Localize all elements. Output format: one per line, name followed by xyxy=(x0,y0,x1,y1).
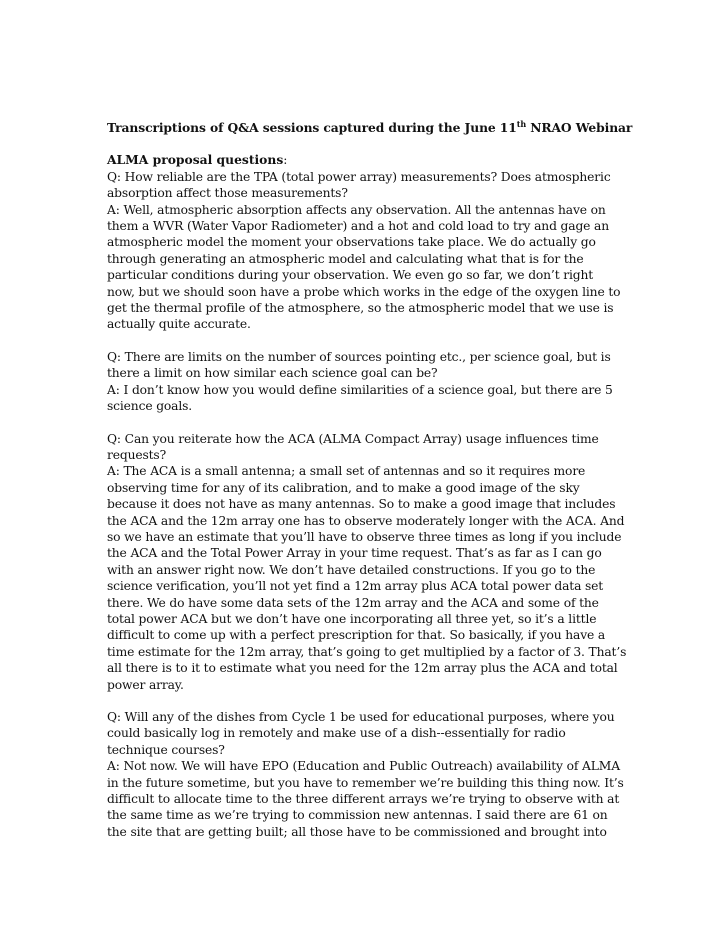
paragraph-line: so we have an estimate that you’ll have to observe three times as long if you include xyxy=(107,529,622,544)
paragraph-line: Q: There are limits on the number of sources pointing etc., per science goal, but is xyxy=(107,349,611,364)
paragraph-line: get the thermal profile of the atmosphere, so the atmospheric model that we use is xyxy=(107,301,614,316)
paragraph-line: through generating an atmospheric model and calculating what that is for the xyxy=(107,251,584,266)
paragraph-line: there. We do have some data sets of the 12m array and the ACA and some of the xyxy=(107,595,599,610)
paragraph-line: could basically log in remotely and make use of a dish--essentially for radio xyxy=(107,726,566,741)
document-page xyxy=(107,118,633,856)
qa-block xyxy=(107,349,617,415)
title-superscript: th xyxy=(516,118,527,129)
paragraph-line: with an answer right now. We don’t have detailed constructions. If you go to the xyxy=(107,562,596,577)
paragraph-line: atmospheric model the moment your observations take place. We do actually go xyxy=(107,235,596,250)
paragraph-line: the ACA and the 12m array one has to observe moderately longer with the ACA. And xyxy=(107,513,625,528)
paragraph-line: actually quite accurate. xyxy=(107,317,251,332)
paragraph-line: difficult to allocate time to the three different arrays we’re trying to observe with at xyxy=(107,792,620,807)
title-text: Transcriptions of Q&A sessions captured during the June 11 xyxy=(107,120,517,135)
paragraph-line: A: Well, atmospheric absorption affects any observation. All the antennas have on xyxy=(107,202,606,217)
paragraph-line: now, but we should soon have a probe which works in the edge of the oxygen line to xyxy=(107,284,621,299)
paragraph-line: Q: Will any of the dishes from Cycle 1 be used for educational purposes, where you xyxy=(107,710,615,724)
section-heading-colon: : xyxy=(283,153,288,168)
paragraph-line: requests? xyxy=(107,447,167,462)
qa-block xyxy=(107,709,624,840)
paragraph-line: A: The ACA is a small antenna; a small set of antennas and so it requires more xyxy=(107,464,586,479)
paragraph-line: time estimate for the 12m array, that’s going to get multiplied by a factor of 3. That’s xyxy=(107,644,627,659)
paragraph-line: power array. xyxy=(107,677,184,692)
qa-block xyxy=(107,431,627,694)
document-title xyxy=(107,118,633,136)
paragraph-line: all there is to it to estimate what you need for the 12m array plus the ACA and total xyxy=(107,661,618,676)
paragraph-line: absorption affect those measurements? xyxy=(107,186,348,201)
paragraph-line: technique courses? xyxy=(107,742,225,757)
section-heading xyxy=(107,152,617,168)
paragraph-line: the same time as we’re trying to commission new antennas. I said there are 61 on xyxy=(107,808,608,823)
paragraph-line: total power ACA but we don’t have one incorporating all three yet, so it’s a little xyxy=(107,611,597,626)
paragraph-line: A: Not now. We will have EPO (Education and Public Outreach) availability of ALMA xyxy=(107,759,620,774)
paragraph-line: A: I don’t know how you would define similarities of a science goal, but there are 5 xyxy=(107,382,613,397)
paragraph-line: difficult to come up with a perfect prescription for that. So basically, if you have a xyxy=(107,628,606,643)
qa-list xyxy=(107,169,627,840)
paragraph-line: science goals. xyxy=(107,399,193,414)
paragraph-line: observing time for any of its calibration, and to make a good image of the sky xyxy=(107,480,580,495)
paragraph-line: them a WVR (Water Vapor Radiometer) and a hot and cold load to try and gage an xyxy=(107,219,610,234)
paragraph-line: the site that are getting built; all those have to be commissioned and brought into xyxy=(107,824,607,839)
paragraph-line: the ACA and the Total Power Array in your time request. That’s as far as I can go xyxy=(107,546,602,561)
paragraph-line: science verification, you’ll not yet find a 12m array plus ACA total power data set xyxy=(107,579,604,594)
section-heading-text: ALMA proposal questions xyxy=(107,152,284,168)
paragraph-line: Q: Can you reiterate how the ACA (ALMA Compact Array) usage influences time xyxy=(107,431,599,446)
title-tail: NRAO Webinar xyxy=(526,120,633,135)
paragraph-line: in the future sometime, but you have to remember we’re building this thing now. It’s xyxy=(107,775,624,790)
paragraph-line: because it does not have as many antennas. So to make a good image that includes xyxy=(107,497,616,512)
paragraph-line: there a limit on how similar each science goal can be? xyxy=(107,366,438,381)
qa-block xyxy=(107,169,621,333)
paragraph-line: Q: How reliable are the TPA (total power array) measurements? Does atmospheric xyxy=(107,169,611,184)
paragraph-line: particular conditions during your observation. We even go so far, we don’t right xyxy=(107,268,594,283)
